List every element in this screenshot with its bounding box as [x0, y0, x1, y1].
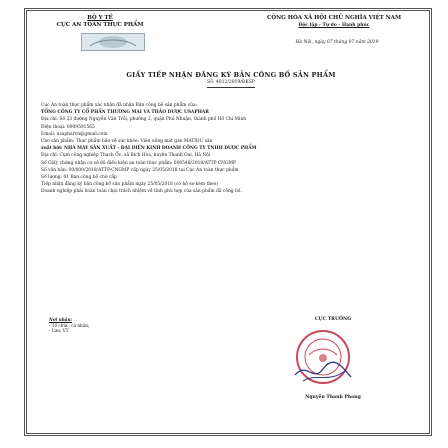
document-body [41, 103, 419, 196]
body-paragraph: Email: usapharvn@gmail.com [41, 131, 108, 137]
document-number: Số: 4012/2019/ĐKSP [207, 80, 255, 85]
agency-logo-image [81, 33, 145, 51]
nation-name: CỘNG HÒA XÃ HỘI CHỦ NGHĨA VIỆT NAM [266, 15, 402, 21]
body-paragraph: Cục An toàn thực phẩm xác nhận đã nhận Bản công bố sản phẩm của: [41, 103, 198, 108]
date-line: Hà Nội, ngày 07 tháng 07 năm 2019 [295, 40, 379, 45]
ministry-name: BỘ Y TẾ [87, 15, 113, 21]
body-paragraph: Số văn bản: 00/000/2018/ATTP-CNGMP cấp ngày 25/05/2018 tại Cục An toàn thực phẩm [41, 167, 239, 173]
body-paragraph: xuất bởi: NHÀ MÁY SẢN XUẤT - ĐẠI DIỆN KINH DOANH CÔNG TY TNHH DƯỢC PHẨM [41, 146, 257, 152]
recipients-label: Nơi nhận: [49, 317, 73, 322]
title-divider [207, 87, 255, 88]
body-paragraph: Địa chỉ: Cụm công nghiệp Thạch Ốc, xã Bích Hòa, huyện Thanh Oai, Hà Nội [41, 153, 211, 159]
body-paragraph: Địa chỉ: Số 23 đường Nguyễn Văn Trỗi, phường 2, quận Phú Nhuận, thành phố Hồ Chí Minh [41, 117, 247, 123]
body-paragraph: Số Giấy chứng nhận cơ sở đủ điều kiện an toàn thực phẩm: 000548/2018/ATTP-CNGMP [41, 160, 236, 166]
body-paragraph: Cho sản phẩm: Thực phẩm bảo vệ sức khỏe: Viên uống mát gan MATIDU sản [41, 138, 213, 144]
recipient-item: - Tổ chức, cá nhân; [49, 322, 90, 328]
recipients-block [49, 317, 179, 334]
agency-name: CỤC AN TOÀN THỰC PHẨM [56, 22, 144, 28]
body-paragraph: Số lượng: 01 Ban công bố chờ cấp [41, 174, 117, 180]
body-paragraph: TỔNG CÔNG TY CỔ PHẦN THƯƠNG MẠI VÀ THẢO DƯỢC USAPHAR [41, 110, 209, 116]
signer-name: Nguyễn Thanh Phong [305, 395, 361, 400]
body-paragraph: Điện thoại: 0909591565 [41, 124, 95, 130]
document-title: GIẤY TIẾP NHẬN ĐĂNG KÝ BẢN CÔNG BỐ SẢN PHẨM [126, 71, 336, 79]
body-paragraph: Doanh nghiệp phải hoàn toàn chịu trách nhiệm về tính phù hợp của sản phẩm đã công bố. [41, 189, 242, 195]
issuer-header [45, 15, 155, 29]
recipient-item: - Lưu: VT. [49, 328, 70, 334]
official-seal-stamp [283, 325, 363, 393]
document-page [24, 8, 432, 436]
motto: Độc lập - Tự do - Hạnh phúc [298, 23, 370, 28]
body-paragraph: Tiếp nhận đăng ký bản công bố sản phẩm ngày 25/05/2018 (có hồ sơ kèm theo) [41, 182, 219, 188]
nation-header [249, 15, 419, 29]
signer-role: CỤC TRƯỞNG [314, 317, 352, 322]
